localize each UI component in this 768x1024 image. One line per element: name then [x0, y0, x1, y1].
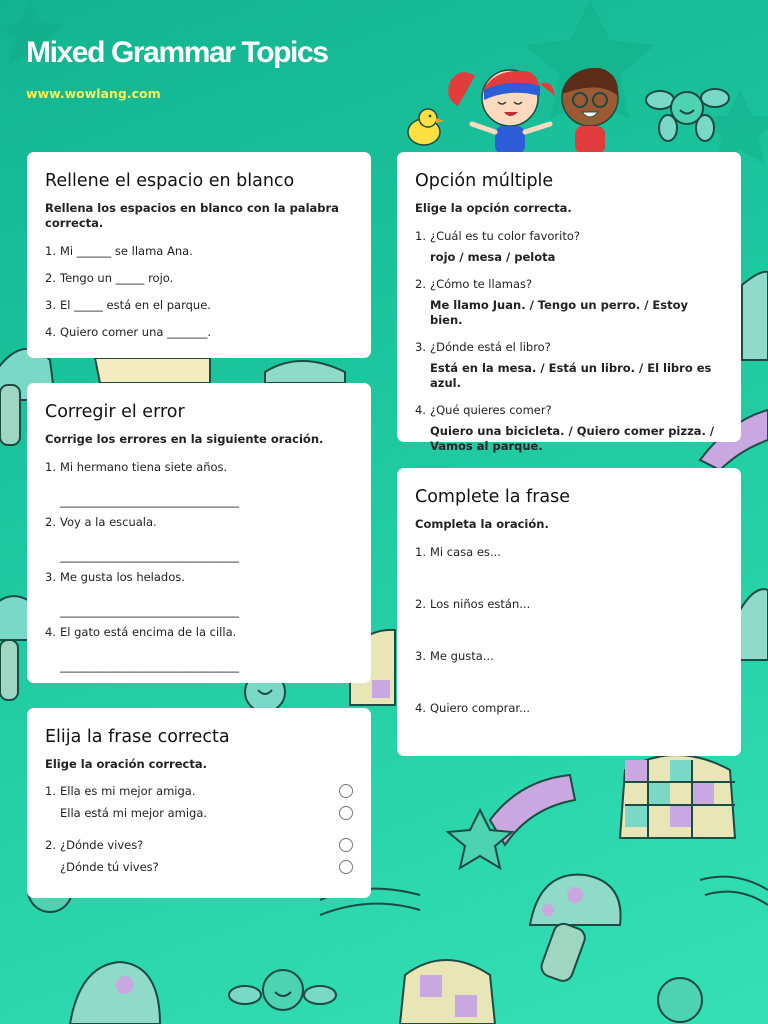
- question-number: 3.: [45, 570, 56, 584]
- checkered-mushroom-shape: [620, 755, 735, 838]
- answer-line[interactable]: __________________________________: [60, 549, 239, 563]
- question-item: [415, 545, 723, 560]
- question-text: Me gusta los helados.: [60, 570, 185, 584]
- boy-character-icon: [562, 68, 618, 154]
- option-row[interactable]: [45, 838, 353, 860]
- question-item: [45, 244, 353, 259]
- question-item: [45, 784, 353, 828]
- question-item: [415, 277, 723, 328]
- option-text: ¿Dónde tú vives?: [60, 860, 159, 874]
- rainbow-shape: [700, 877, 768, 905]
- question-item: [415, 340, 723, 391]
- question-item: [45, 460, 353, 509]
- card-title: Opción múltiple: [415, 171, 554, 191]
- question-text: Mi hermano tiena siete años.: [60, 460, 228, 474]
- question-item: [45, 570, 353, 619]
- card-title: Elija la frase correcta: [45, 727, 230, 747]
- card-instruction: Elige la opción correcta.: [415, 201, 572, 215]
- question-number: 1.: [415, 545, 426, 559]
- correct-error-card: [27, 383, 371, 683]
- option-row[interactable]: [60, 806, 353, 828]
- question-number: 4.: [415, 403, 426, 417]
- card-title: Complete la frase: [415, 487, 571, 507]
- mushroom-shape: [95, 358, 345, 383]
- question-text: Quiero comprar...: [430, 701, 531, 715]
- card-instruction: Elige la oración correcta.: [45, 757, 207, 771]
- answer-line[interactable]: __________________________________: [60, 659, 239, 673]
- answer-options[interactable]: Quiero una bicicleta. / Quiero comer pizza. / Vamos al parque.: [430, 424, 715, 453]
- question-text: Los niños están...: [430, 597, 531, 611]
- question-number: 1.: [415, 229, 426, 243]
- site-url: www.wowlang.com: [26, 86, 161, 101]
- page-title: Mixed Grammar Topics: [26, 36, 328, 69]
- radio-button[interactable]: [339, 838, 353, 852]
- question-text: Mi ______ se llama Ana.: [60, 244, 193, 258]
- question-item: [415, 229, 723, 265]
- question-text: ¿Cómo te llamas?: [430, 277, 533, 291]
- radio-button[interactable]: [339, 806, 353, 820]
- option-row[interactable]: [60, 860, 353, 882]
- option-text: ¿Dónde vives?: [60, 838, 144, 852]
- question-number: 3.: [415, 649, 426, 663]
- question-text: El gato está encima de la cilla.: [60, 625, 237, 639]
- question-item: [45, 298, 353, 313]
- answer-line[interactable]: __________________________________: [60, 604, 239, 618]
- question-text: Quiero comer una _______.: [60, 325, 211, 339]
- option-row[interactable]: [45, 784, 353, 806]
- question-number: 1.: [45, 244, 56, 258]
- fill-blank-card: [27, 152, 371, 358]
- question-number: 2.: [45, 838, 56, 852]
- option-text: Ella es mi mejor amiga.: [60, 784, 196, 798]
- answer-options[interactable]: rojo / mesa / pelota: [430, 250, 556, 264]
- question-text: Me gusta...: [430, 649, 494, 663]
- shooting-star-shape: [448, 775, 575, 868]
- question-text: ¿Dónde está el libro?: [430, 340, 551, 354]
- question-item: [415, 649, 723, 664]
- question-number: 4.: [45, 325, 56, 339]
- question-item: [45, 325, 353, 340]
- question-item: [45, 625, 353, 674]
- spotted-mushroom-shape: [530, 875, 621, 984]
- question-text: Voy a la escuala.: [60, 515, 157, 529]
- question-item: [45, 515, 353, 564]
- complete-sentence-card: [397, 468, 741, 756]
- question-number: 4.: [415, 701, 426, 715]
- flower-shape: [658, 978, 702, 1022]
- card-instruction: Completa la oración.: [415, 517, 549, 531]
- flower-shape: [229, 970, 336, 1010]
- question-item: [45, 271, 353, 286]
- question-number: 2.: [415, 277, 426, 291]
- answer-options[interactable]: Me llamo Juan. / Tengo un perro. / Estoy bien.: [430, 298, 689, 327]
- card-title: Corregir el error: [45, 402, 185, 422]
- radio-button[interactable]: [339, 860, 353, 874]
- kids-illustration: [400, 58, 630, 154]
- question-item: [415, 597, 723, 612]
- multiple-choice-card: [397, 152, 741, 453]
- spotted-mushroom-shape: [70, 962, 160, 1024]
- question-number: 3.: [415, 340, 426, 354]
- spotted-mushroom-shape: [742, 272, 768, 360]
- question-number: 1.: [45, 460, 56, 474]
- flower-shape: [646, 89, 729, 141]
- question-text: ¿Cuál es tu color favorito?: [430, 229, 580, 243]
- question-number: 1.: [45, 784, 56, 798]
- choose-sentence-card: [27, 708, 371, 898]
- radio-button[interactable]: [339, 784, 353, 798]
- spotted-mushroom-shape: [740, 589, 768, 660]
- question-number: 2.: [45, 515, 56, 529]
- card-instruction: Corrige los errores en la siguiente oración.: [45, 432, 324, 446]
- question-number: 2.: [45, 271, 56, 285]
- question-text: El _____ está en el parque.: [60, 298, 211, 312]
- checkered-mushroom-shape: [400, 960, 495, 1024]
- card-instruction: Rellena los espacios en blanco con la palabra correcta.: [45, 201, 339, 230]
- question-number: 2.: [415, 597, 426, 611]
- question-text: ¿Qué quieres comer?: [430, 403, 552, 417]
- option-text: Ella está mi mejor amiga.: [60, 806, 208, 820]
- question-item: [415, 701, 723, 716]
- answer-options[interactable]: Está en la mesa. / Está un libro. / El libro es azul.: [430, 361, 712, 390]
- question-item: [45, 838, 353, 882]
- question-text: Tengo un _____ rojo.: [60, 271, 174, 285]
- question-item: [415, 403, 723, 454]
- chick-icon: [408, 109, 444, 145]
- question-text: Mi casa es...: [430, 545, 501, 559]
- question-number: 3.: [45, 298, 56, 312]
- answer-line[interactable]: __________________________________: [60, 494, 239, 508]
- girl-character-icon: [448, 70, 555, 154]
- card-title: Rellene el espacio en blanco: [45, 171, 295, 191]
- question-number: 4.: [45, 625, 56, 639]
